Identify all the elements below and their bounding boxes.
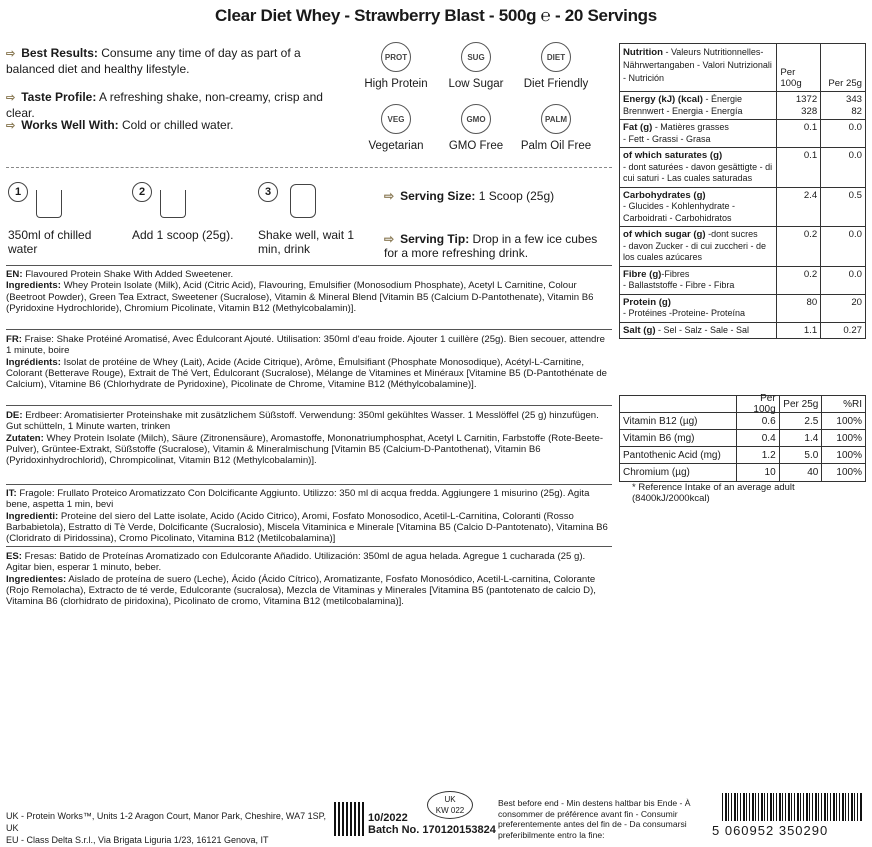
lang-it: IT: Fragole: Frullato Proteico Aromatizzato Con Dolcificante Aggiunto. Utilizzo: 350 ml di acqua fredda. Aggiungere 1 misurino (25g). Agita bene, aspetta 1 min, bevi Ingredienti: Proteine del siero del Latte isolate, Acido (Acido Citrico), Aromi, Fosfato Monosodico, Acetil-L-Carnitina, Coloranti (Rosso Barbabietola), Estratto di Tè Verde, Dolcificante (Sucralosio), Miscela Vitaminica e Minerale [Vitamina B5 (Calcio D-Pantotenato), Vitamina B6 (Cloridrato di Piridossina), Cromo Picolinato, Vitamina B12 (Metilcobalamina)]: [6, 488, 608, 545]
lang-en: EN: Flavoured Protein Shake With Added Sweetener. Ingredients: Whey Protein Isolate (Milk), Acid (Citric Acid), Flavouring, Emulsifier (Monosodium Phosphate), Acetyl L Carnitine, Colour (Beetroot Powder), Green Tea Extract, Sweetener (Sucralose), Vitamin & Mineral Blend [Vitamin B5 (Calcium D-Pantothenate), Vitamin B6 (Pyridoxine Hydrochloride), Chromium Picolinate, Vitamin B12 (Methylcobalamin)].: [6, 269, 594, 314]
step-text: Add 1 scoop (25g).: [132, 228, 234, 242]
step-number: 2: [132, 182, 152, 202]
badge-high-protein: PROT High Protein: [356, 42, 436, 90]
vitamins-header: Per 100g Per 25g %RI: [620, 396, 865, 413]
arrow-icon: ⇨: [384, 232, 395, 246]
shaker-icon: [290, 184, 316, 218]
qr-code: [334, 802, 364, 836]
step-3: [258, 182, 358, 256]
health-mark-stamp: UK KW 022: [427, 791, 473, 819]
step-2: [132, 182, 242, 242]
lang-de: DE: Erdbeer: Aromatisierter Proteinshake mit zusätzlichem Süßstoff. Verwendung: 350ml gekühltes Wasser. 1 Messlöffel (25 g) hinzufügen. Gut schütteln, 1 Minute warten, trinken Zutaten: Whey Protein Isolate (Milch), Säure (Zitronensäure), Aromastoffe, Mononatriumphosphat, Acetyl L Carnitin, Farbstoffe (Rote-Beete-Pulver), Grüntee-Extrakt, Süßstoffe (Sucralose), Vitamin & Mineralmischung [Vitamin B5 (Calcium-D-Pantothenat), Vitamin B6 (Pyridoxinhydrochlorid), Chrompicolinat, Vitamin B12 (Methylcobalamin)].: [6, 410, 604, 467]
vitamins-table: [619, 395, 866, 482]
divider: [6, 329, 612, 330]
badge-low-sugar: SUG Low Sugar: [436, 42, 516, 90]
arrow-icon: ⇨: [6, 120, 16, 132]
bullet-works-well: ⇨ Works Well With: Cold or chilled water.: [6, 118, 234, 132]
step-1: [8, 182, 118, 256]
step-number: 3: [258, 182, 278, 202]
serving-tip: ⇨ Serving Tip: Drop in a few ice cubes for a more refreshing drink.: [384, 232, 598, 260]
footer-batch: Batch No. 170120153824: [368, 824, 496, 836]
divider: [6, 265, 612, 266]
leaf-icon: VEG: [381, 104, 411, 134]
nutrition-header: Nutrition - Valeurs Nutritionnelles- Nährwertangaben - Valori Nutrizionali - Nutrición Per 100g Per 25g: [620, 44, 865, 92]
serving-size: ⇨ Serving Size: 1 Scoop (25g): [384, 189, 555, 203]
footer-address: UK - Protein Works™, Units 1-2 Aragon Court, Manor Park, Cheshire, WA7 1SP, UK EU - Class Delta S.r.l., Via Brigata Liguria 1/23, 16121 Genova, IT: [6, 811, 326, 845]
divider: [6, 546, 612, 547]
vitamin-row: Vitamin B6 (mg) 0.4 1.4 100%: [620, 430, 865, 447]
bullet-best-results: ⇨ Best Results: Consume any time of day as part of a balanced diet and healthy lifestyle.: [6, 46, 301, 76]
lang-fr: FR: Fraise: Shake Protéiné Aromatisé, Avec Édulcorant Ajouté. Utilisation: 350ml d'eau froide. Ajouter 1 cuillère (25g). Bien secouer, attendre 1 minute, boire Ingrédients: Isolat de protéine de Whey (Lait), Acide (Acide Citrique), Arôme, Émulsifiant (Phosphate Monosodique), Acétyl-L-Carnitine, Colorant (Betterave Rouge), Extrait de Thé Vert, Édulcorant (Sucralose), Mélange de Vitamines et Minéraux [Vitamine B5 (D-Pantothénate de Calcium), Vitamine B6 (Chlorhydrate de Pyridoxine), Picolinate de Chrome, Vitamine B12 (Méthylcobalamine)].: [6, 334, 607, 391]
nutrition-row: Fibre (g)-Fibres - Ballaststoffe - Fibre - Fibra 0.2 0.0: [620, 267, 865, 295]
nutrition-row: Salt (g) - Sel - Salz - Sale - Sal 1.1 0.27: [620, 323, 865, 339]
protein-icon: PROT: [381, 42, 411, 72]
nutrition-row: Carbohydrates (g) - Glucides - Kohlenhydrate - Carboidrati - Carbohidratos 2.4 0.5: [620, 188, 865, 228]
footer-date: 10/2022: [368, 812, 408, 824]
lang-es: ES: Fresas: Batido de Proteínas Aromatizado con Edulcorante Añadido. Utilización: 350ml de agua helada. Agregue 1 cucharada (25 g). Agitar bien, esperar 1 minuto, beber. Ingredientes: Aislado de proteína de suero (Leche), Ácido (Ácido Cítrico), Aromatizante, Fosfato Monosódico, Acetil-L-carnitina, Colorante (Rojo Remolacha), Extracto de té verde, Edulcorante (sucralosa), Mezcla de Vitaminas y Minerales [Vitamina B5 (pantotenato de calcio D), Vitamina B6 (clorhidrato de piridoxina), Picolinato de cromo, Vitamina B12 (metilcobalamina)].: [6, 551, 596, 608]
nutrition-row: Energy (kJ) (kcal) - Énergie Brennwert - Energia - Energía 1372 328 343 82: [620, 92, 865, 120]
diet-icon: DIET: [541, 42, 571, 72]
divider: [6, 484, 612, 485]
barcode: [722, 793, 862, 821]
badge-palm-oil-free: PALM Palm Oil Free: [516, 104, 596, 152]
nutrition-row: of which sugar (g) -dont sucres - davon Zucker - di cui zuccheri - de los cuales azúcares 0.2 0.0: [620, 227, 865, 267]
vitamin-row: Vitamin B12 (µg) 0.6 2.5 100%: [620, 413, 865, 430]
sugar-icon: SUG: [461, 42, 491, 72]
arrow-icon: ⇨: [384, 189, 395, 203]
step-number: 1: [8, 182, 28, 202]
nutrition-table: [619, 43, 866, 339]
nutrition-row: Protein (g) - Protéines -Proteine- Proteína 80 20: [620, 295, 865, 323]
badge-diet-friendly: DIET Diet Friendly: [516, 42, 596, 90]
barcode-number: 5 060952 350290: [712, 823, 829, 838]
glass-icon: [36, 190, 62, 218]
badge-gmo-free: GMO GMO Free: [436, 104, 516, 152]
page-title: Clear Diet Whey - Strawberry Blast - 500g ℮ - 20 Servings: [215, 6, 657, 25]
vitamin-row: Pantothenic Acid (mg) 1.2 5.0 100%: [620, 447, 865, 464]
step-text: Shake well, wait 1 min, drink: [258, 228, 355, 256]
divider: [6, 167, 612, 168]
badge-vegetarian: VEG Vegetarian: [356, 104, 436, 152]
palm-icon: PALM: [541, 104, 571, 134]
vitamin-row: Chromium (µg) 10 40 100%: [620, 464, 865, 481]
step-text: 350ml of chilled water: [8, 228, 92, 256]
gmo-icon: GMO: [461, 104, 491, 134]
nutrition-row: of which saturates (g) - dont saturées - davon gesättigte - di cui saturi - Las cuales saturadas 0.1 0.0: [620, 148, 865, 188]
scoop-icon: [160, 190, 186, 218]
nutrition-rows: [620, 92, 865, 338]
nutrition-row: Fat (g) - Matières grasses - Fett - Grassi - Grasa 0.1 0.0: [620, 120, 865, 148]
bullet-taste-profile: ⇨ Taste Profile: A refreshing shake, non-creamy, crisp and clear.: [6, 90, 323, 120]
arrow-icon: ⇨: [6, 48, 16, 60]
best-before-text: Best before end - Min destens haltbar bis Ende - À consommer de préférence avant fin - Consumir preferentemente antes del fin de - Da consumarsi preferibilmente entro la fine:: [498, 798, 691, 840]
arrow-icon: ⇨: [6, 92, 16, 104]
divider: [6, 405, 612, 406]
reference-note: * Reference Intake of an average adult (8400kJ/2000kcal): [632, 482, 795, 504]
